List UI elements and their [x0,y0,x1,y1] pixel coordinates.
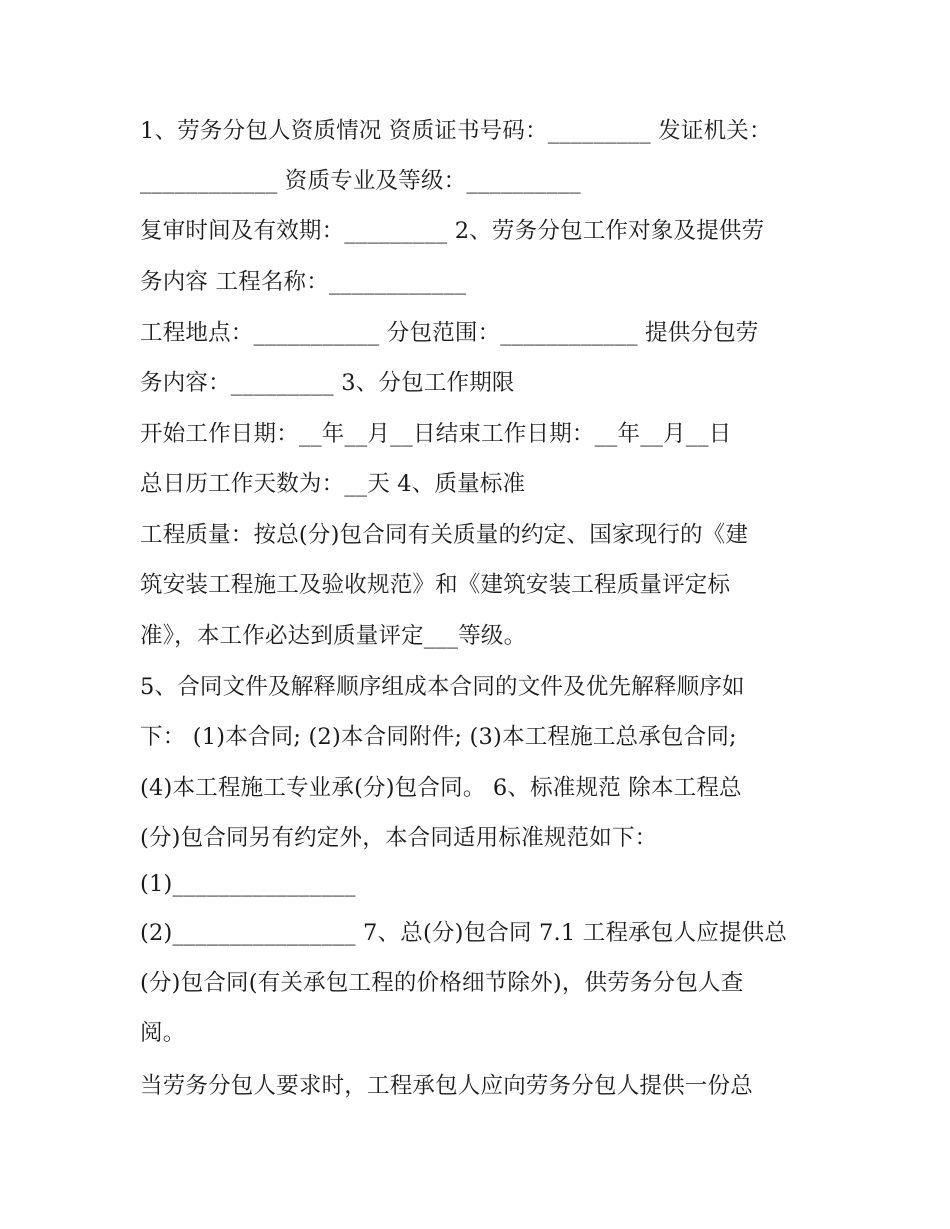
text-line: 5、合同文件及解释顺序组成本合同的文件及优先解释顺序如 [140,674,745,700]
text-line: 准》，本工作必达到质量评定___等级。 [140,623,527,649]
text-line: 工程质量：按总(分)包合同有关质量的约定、国家现行的《建 [140,522,749,548]
text-line: 工程地点：___________ 分包范围：____________ 提供分包劳 [140,320,759,346]
text-line: (4)本工程施工专业承(分)包合同。 6、标准规范 除本工程总 [140,775,742,801]
text-line: ____________ 资质专业及等级：__________ [140,168,581,194]
text-line: (分)包合同(有关承包工程的价格细节除外)，供劳务分包人查 [140,970,744,996]
text-line: 阅。 [140,1020,186,1046]
text-line: 务内容 工程名称：____________ [140,269,467,295]
text-line: 开始工作日期：__年__月__日结束工作日期：__年__月__日 [140,421,732,447]
text-line: 务内容：_________ 3、分包工作期限 [140,370,515,396]
text-line: 1、劳务分包人资质情况 资质证书号码：_________ 发证机关： [140,118,772,144]
text-line: (分)包合同另有约定外，本合同适用标准规范如下： [140,825,658,851]
text-line: (2)________________ 7、总(分)包合同 7.1 工程承包人应提供总 [140,920,788,946]
text-line: 复审时间及有效期：_________ 2、劳务分包工作对象及提供劳 [140,218,765,244]
text-line: (1)________________ [140,871,356,897]
text-line: 当劳务分包人要求时，工程承包人应向劳务分包人提供一份总 [140,1073,753,1099]
text-line: 总日历工作天数为：__天 4、质量标准 [140,471,526,497]
text-line: 下： (1)本合同; (2)本合同附件; (3)本工程施工总承包合同; [140,724,737,750]
text-line: 筑安装工程施工及验收规范》和《建筑安装工程质量评定标 [140,572,731,598]
